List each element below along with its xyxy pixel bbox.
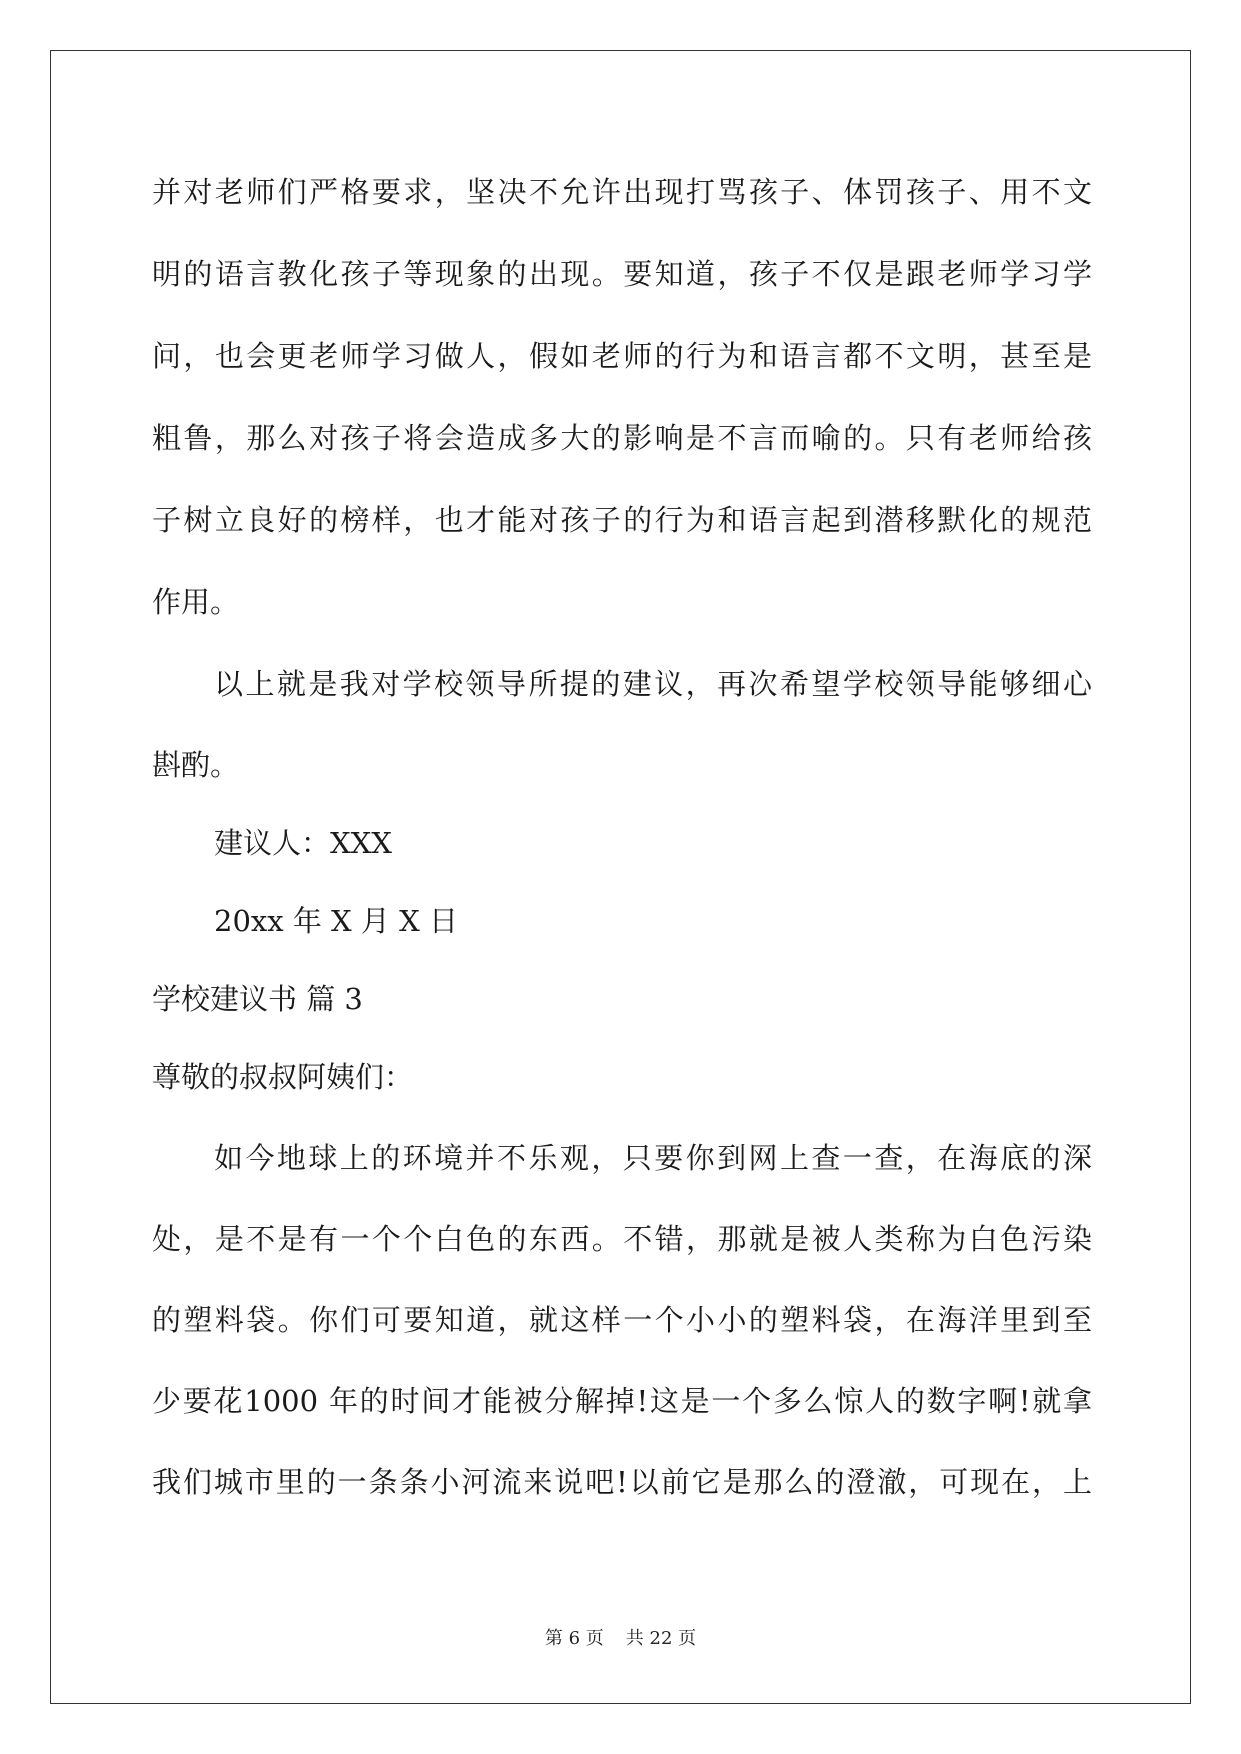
- signer-line: 建议人：XXX: [214, 826, 392, 860]
- page-number: 第 6 页: [544, 1628, 604, 1649]
- paragraph-first-line: 如今地球上的环境并不乐观，只要你到网上查一查，在海底的深: [214, 1141, 1092, 1175]
- body-text-line: 作用。: [152, 585, 240, 619]
- body-text-line: 明的语言教化孩子等现象的出现。要知道，孩子不仅是跟老师学习学: [152, 257, 1092, 291]
- page-border: [50, 50, 1191, 1704]
- body-text-line: 的塑料袋。你们可要知道，就这样一个小小的塑料袋，在海洋里到至: [152, 1303, 1092, 1337]
- salutation-line: 尊敬的叔叔阿姨们：: [152, 1060, 414, 1094]
- date-line: 20xx 年 X 月 X 日: [214, 904, 458, 938]
- body-text-line: 问，也会更老师学习做人，假如老师的行为和语言都不文明，甚至是: [152, 339, 1092, 373]
- body-text-line: 处，是不是有一个个白色的东西。不错，那就是被人类称为白色污染: [152, 1222, 1092, 1256]
- body-text-line: 少要花1000 年的时间才能被分解掉!这是一个多么惊人的数字啊!就拿: [152, 1384, 1092, 1418]
- body-text-line: 子树立良好的榜样，也才能对孩子的行为和语言起到潜移默化的规范: [152, 503, 1092, 537]
- section-heading: 学校建议书 篇 3: [152, 982, 363, 1016]
- page-total: 共 22 页: [625, 1628, 697, 1649]
- body-text-line: 我们城市里的一条条小河流来说吧!以前它是那么的澄澈，可现在，上: [152, 1465, 1092, 1499]
- page-footer: [0, 1627, 1241, 1651]
- paragraph-first-line: 以上就是我对学校领导所提的建议，再次希望学校领导能够细心: [214, 667, 1092, 701]
- body-text-line: 粗鲁，那么对孩子将会造成多大的影响是不言而喻的。只有老师给孩: [152, 421, 1092, 455]
- body-text-line: 并对老师们严格要求，坚决不允许出现打骂孩子、体罚孩子、用不文: [152, 175, 1092, 209]
- body-text-line: 斟酌。: [152, 748, 240, 782]
